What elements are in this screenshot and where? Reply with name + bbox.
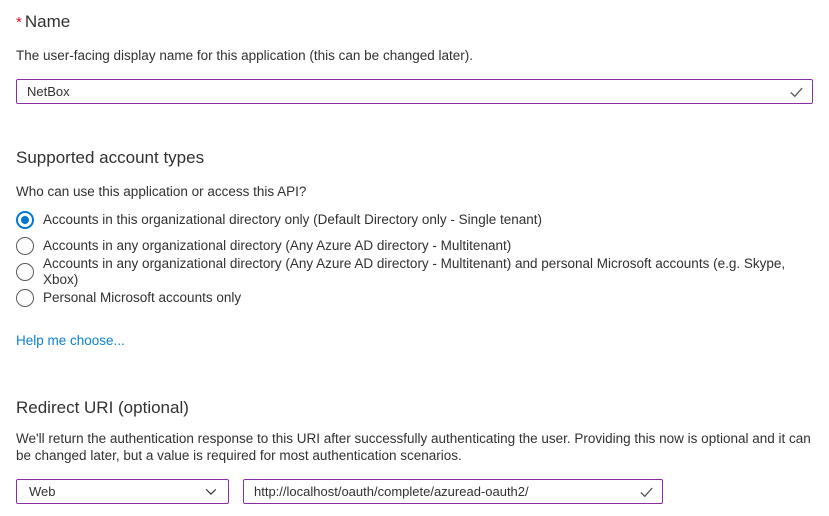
name-input-wrap bbox=[16, 79, 813, 104]
chevron-down-icon bbox=[204, 485, 218, 499]
redirect-uri-section bbox=[16, 398, 813, 504]
account-types-section bbox=[16, 148, 813, 350]
radio-label: Accounts in any organizational directory (Any Azure AD directory - Multitenant) and personal Microsoft accounts (e.g. Skype, Xbox) bbox=[43, 256, 786, 287]
valid-check-icon bbox=[789, 84, 804, 99]
radio-button-icon[interactable] bbox=[16, 289, 34, 307]
required-asterisk: * bbox=[16, 14, 22, 31]
radio-button-icon[interactable] bbox=[16, 211, 34, 229]
account-type-option-single-tenant[interactable] bbox=[16, 207, 813, 233]
name-description: The user-facing display name for this application (this can be changed later). bbox=[16, 48, 473, 63]
name-label: Name bbox=[24, 12, 71, 31]
account-types-question: Who can use this application or access this API? bbox=[16, 184, 307, 199]
redirect-uri-heading: Redirect URI (optional) bbox=[16, 398, 189, 417]
radio-button-icon[interactable] bbox=[16, 237, 34, 255]
redirect-uri-row bbox=[16, 479, 813, 504]
redirect-uri-input[interactable] bbox=[243, 479, 663, 504]
account-type-option-multitenant-personal[interactable] bbox=[16, 256, 813, 287]
account-types-heading: Supported account types bbox=[16, 148, 205, 167]
radio-label: Accounts in this organizational directory only (Default Directory only - Single tenant) bbox=[43, 212, 542, 227]
valid-check-icon bbox=[639, 484, 654, 499]
radio-label: Accounts in any organizational directory (Any Azure AD directory - Multitenant) bbox=[43, 238, 512, 253]
radio-button-icon[interactable] bbox=[16, 263, 34, 281]
account-types-radio-group bbox=[16, 207, 813, 311]
name-section-heading bbox=[16, 12, 813, 33]
name-input[interactable] bbox=[16, 79, 813, 104]
uri-input-wrap bbox=[243, 479, 663, 504]
radio-label: Personal Microsoft accounts only bbox=[43, 290, 242, 305]
redirect-uri-description: We'll return the authentication response to this URI after successfully authenticating the user. Providing this now is optional and it can be changed later, but a value is required for most authentication scenarios. bbox=[16, 431, 811, 463]
platform-select[interactable] bbox=[16, 479, 229, 504]
platform-select-value: Web bbox=[29, 484, 56, 499]
account-type-option-personal-only[interactable] bbox=[16, 285, 813, 311]
name-section bbox=[16, 12, 813, 104]
help-me-choose-link[interactable]: Help me choose... bbox=[16, 333, 125, 348]
